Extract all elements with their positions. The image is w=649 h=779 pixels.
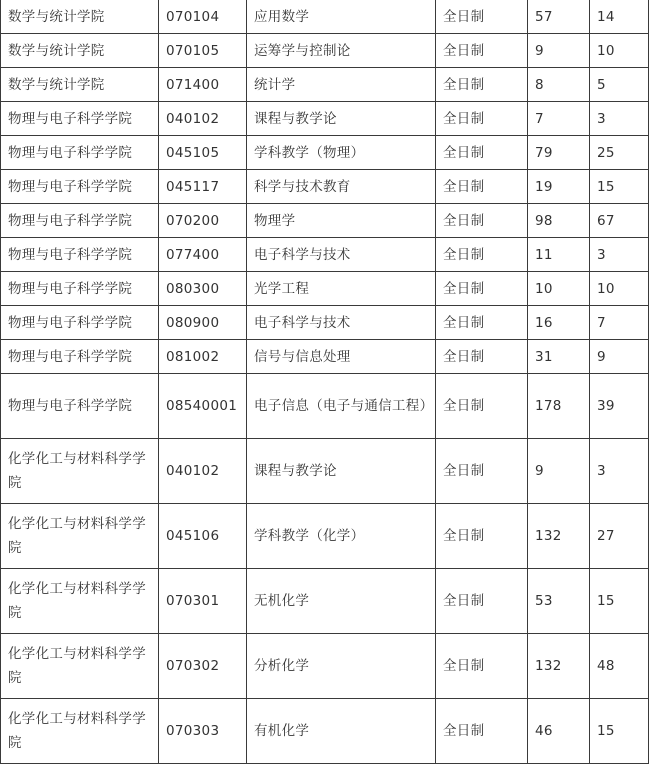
count-cell: 9	[528, 439, 590, 504]
count-cell: 98	[528, 204, 590, 238]
table-row	[1, 0, 649, 34]
major-code-cell: 080300	[159, 272, 247, 306]
count-cell: 9	[528, 34, 590, 68]
table-row	[1, 204, 649, 238]
count-cell: 10	[528, 272, 590, 306]
count-cell: 3	[590, 102, 649, 136]
major-name-cell: 电子科学与技术	[247, 306, 436, 340]
major-name-cell: 课程与教学论	[247, 439, 436, 504]
count-cell: 178	[528, 374, 590, 439]
count-cell: 31	[528, 340, 590, 374]
major-name-cell: 应用数学	[247, 0, 436, 34]
count-cell: 39	[590, 374, 649, 439]
major-name-cell: 运筹学与控制论	[247, 34, 436, 68]
study-mode-cell: 全日制	[436, 136, 528, 170]
major-code-cell: 045117	[159, 170, 247, 204]
count-cell: 132	[528, 634, 590, 699]
college-cell: 化学化工与材料科学学院	[1, 504, 159, 569]
table-row	[1, 699, 649, 764]
count-cell: 11	[528, 238, 590, 272]
count-cell: 8	[528, 68, 590, 102]
study-mode-cell: 全日制	[436, 634, 528, 699]
study-mode-cell: 全日制	[436, 306, 528, 340]
major-code-cell: 070200	[159, 204, 247, 238]
major-name-cell: 物理学	[247, 204, 436, 238]
table-row	[1, 68, 649, 102]
major-code-cell: 045105	[159, 136, 247, 170]
study-mode-cell: 全日制	[436, 34, 528, 68]
study-mode-cell: 全日制	[436, 170, 528, 204]
college-cell: 化学化工与材料科学学院	[1, 634, 159, 699]
count-cell: 15	[590, 699, 649, 764]
table-row	[1, 504, 649, 569]
college-cell: 数学与统计学院	[1, 0, 159, 34]
study-mode-cell: 全日制	[436, 102, 528, 136]
college-cell: 物理与电子科学学院	[1, 238, 159, 272]
major-name-cell: 课程与教学论	[247, 102, 436, 136]
major-name-cell: 有机化学	[247, 699, 436, 764]
major-name-cell: 电子科学与技术	[247, 238, 436, 272]
table-row	[1, 170, 649, 204]
major-code-cell: 070105	[159, 34, 247, 68]
college-cell: 物理与电子科学学院	[1, 340, 159, 374]
study-mode-cell: 全日制	[436, 439, 528, 504]
major-name-cell: 光学工程	[247, 272, 436, 306]
major-code-cell: 070302	[159, 634, 247, 699]
study-mode-cell: 全日制	[436, 569, 528, 634]
table-row	[1, 272, 649, 306]
college-cell: 物理与电子科学学院	[1, 374, 159, 439]
college-cell: 化学化工与材料科学学院	[1, 699, 159, 764]
college-cell: 化学化工与材料科学学院	[1, 569, 159, 634]
study-mode-cell: 全日制	[436, 340, 528, 374]
count-cell: 3	[590, 238, 649, 272]
count-cell: 10	[590, 272, 649, 306]
major-name-cell: 无机化学	[247, 569, 436, 634]
count-cell: 27	[590, 504, 649, 569]
count-cell: 132	[528, 504, 590, 569]
college-cell: 数学与统计学院	[1, 68, 159, 102]
table-row	[1, 306, 649, 340]
count-cell: 19	[528, 170, 590, 204]
count-cell: 15	[590, 170, 649, 204]
count-cell: 79	[528, 136, 590, 170]
major-name-cell: 电子信息（电子与通信工程）	[247, 374, 436, 439]
major-code-cell: 045106	[159, 504, 247, 569]
table-row	[1, 439, 649, 504]
college-cell: 物理与电子科学学院	[1, 204, 159, 238]
count-cell: 53	[528, 569, 590, 634]
study-mode-cell: 全日制	[436, 68, 528, 102]
major-code-cell: 040102	[159, 102, 247, 136]
count-cell: 9	[590, 340, 649, 374]
major-code-cell: 081002	[159, 340, 247, 374]
table-row	[1, 238, 649, 272]
count-cell: 7	[590, 306, 649, 340]
table-row	[1, 374, 649, 439]
study-mode-cell: 全日制	[436, 204, 528, 238]
college-cell: 化学化工与材料科学学院	[1, 439, 159, 504]
count-cell: 16	[528, 306, 590, 340]
major-code-cell: 080900	[159, 306, 247, 340]
study-mode-cell: 全日制	[436, 699, 528, 764]
major-code-cell: 040102	[159, 439, 247, 504]
study-mode-cell: 全日制	[436, 504, 528, 569]
college-cell: 物理与电子科学学院	[1, 102, 159, 136]
count-cell: 14	[590, 0, 649, 34]
major-name-cell: 科学与技术教育	[247, 170, 436, 204]
count-cell: 7	[528, 102, 590, 136]
major-name-cell: 学科教学（物理）	[247, 136, 436, 170]
count-cell: 25	[590, 136, 649, 170]
study-mode-cell: 全日制	[436, 374, 528, 439]
major-code-cell: 070104	[159, 0, 247, 34]
major-name-cell: 分析化学	[247, 634, 436, 699]
major-name-cell: 信号与信息处理	[247, 340, 436, 374]
count-cell: 48	[590, 634, 649, 699]
table-row	[1, 102, 649, 136]
count-cell: 67	[590, 204, 649, 238]
table-row	[1, 34, 649, 68]
study-mode-cell: 全日制	[436, 272, 528, 306]
count-cell: 46	[528, 699, 590, 764]
study-mode-cell: 全日制	[436, 238, 528, 272]
table-row	[1, 634, 649, 699]
major-code-cell: 08540001	[159, 374, 247, 439]
count-cell: 15	[590, 569, 649, 634]
count-cell: 5	[590, 68, 649, 102]
major-name-cell: 学科教学（化学）	[247, 504, 436, 569]
table-row	[1, 569, 649, 634]
major-code-cell: 070303	[159, 699, 247, 764]
college-cell: 物理与电子科学学院	[1, 272, 159, 306]
table-row	[1, 136, 649, 170]
major-code-cell: 071400	[159, 68, 247, 102]
count-cell: 57	[528, 0, 590, 34]
college-cell: 物理与电子科学学院	[1, 306, 159, 340]
college-cell: 物理与电子科学学院	[1, 136, 159, 170]
college-cell: 数学与统计学院	[1, 34, 159, 68]
major-name-cell: 统计学	[247, 68, 436, 102]
study-mode-cell: 全日制	[436, 0, 528, 34]
college-cell: 物理与电子科学学院	[1, 170, 159, 204]
count-cell: 10	[590, 34, 649, 68]
major-code-cell: 077400	[159, 238, 247, 272]
table-row	[1, 340, 649, 374]
count-cell: 3	[590, 439, 649, 504]
major-code-cell: 070301	[159, 569, 247, 634]
